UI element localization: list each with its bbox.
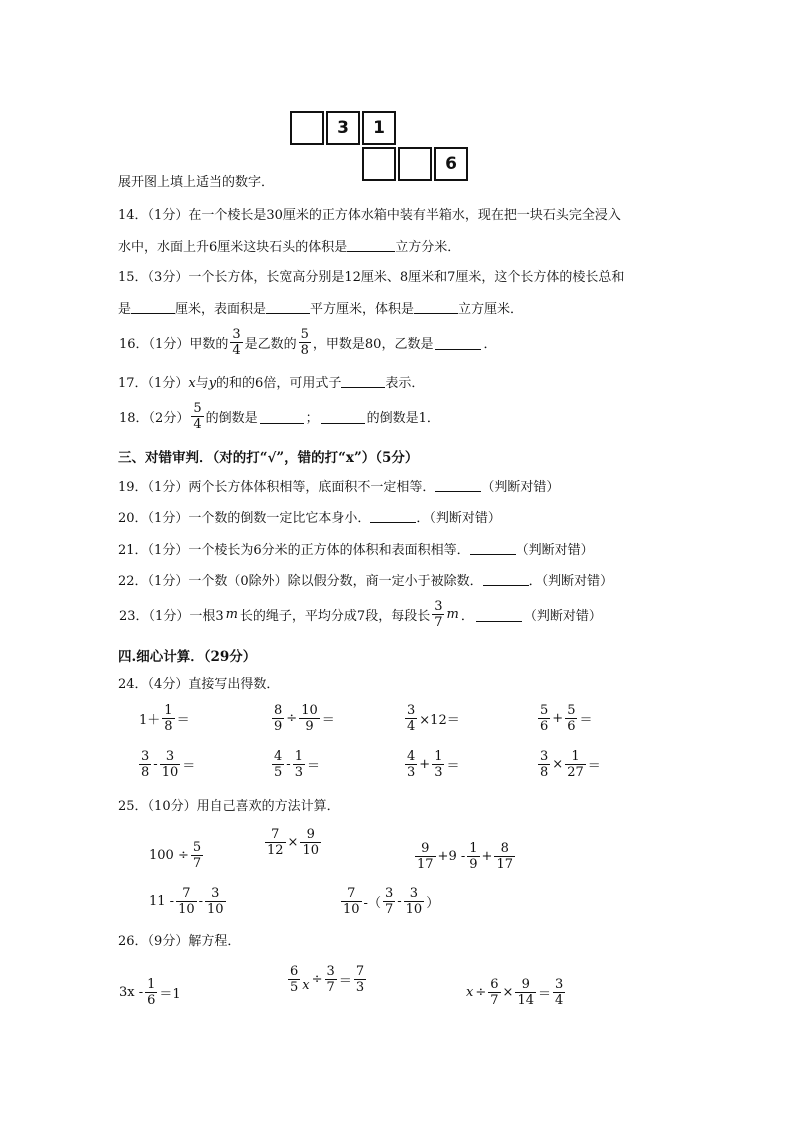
q15-text-d: 立方厘米． bbox=[458, 302, 524, 317]
fraction bbox=[494, 841, 515, 872]
math-token: 7 bbox=[490, 993, 499, 1008]
math-token: 5 bbox=[290, 980, 299, 995]
math-token: 3 bbox=[404, 886, 425, 902]
math-token: 3 bbox=[232, 327, 241, 342]
fraction bbox=[265, 827, 286, 858]
math-token: 9 bbox=[515, 977, 536, 993]
q23-answer-blank[interactable] bbox=[476, 608, 522, 622]
q25-expr-2 bbox=[264, 827, 322, 858]
math-token: 5 bbox=[193, 401, 202, 416]
q18-text-c: ； bbox=[305, 411, 319, 426]
q20-text-a: 20．（1分）一个数的倒数一定比它本身小． bbox=[118, 511, 371, 526]
math-token: 3 bbox=[160, 749, 181, 765]
math-token: 8 bbox=[141, 765, 150, 780]
math-token: 7 bbox=[326, 980, 335, 995]
math-token: ＝1 bbox=[159, 987, 181, 1002]
q22-text-b: ．（判断对错） bbox=[528, 574, 614, 589]
fraction bbox=[538, 749, 550, 780]
q24-expr-1 bbox=[138, 703, 191, 734]
q19-line bbox=[118, 478, 559, 497]
math-token: 8 bbox=[274, 703, 283, 718]
q16-line bbox=[118, 327, 497, 358]
math-token: 10 bbox=[301, 703, 318, 718]
math-token: 3 bbox=[540, 749, 549, 764]
fraction bbox=[205, 886, 226, 917]
math-token: 4 bbox=[274, 749, 283, 764]
q24-expr-8 bbox=[537, 749, 602, 780]
math-token: 6 bbox=[290, 964, 299, 979]
math-token: 11 - bbox=[149, 894, 175, 909]
q26-expr-3 bbox=[465, 977, 566, 1008]
q15-text-b: 厘米，表面积是 bbox=[175, 302, 267, 317]
q17-text-a: 17．（1分） bbox=[118, 376, 189, 391]
net-cell-6: 6 bbox=[434, 147, 468, 181]
fraction bbox=[404, 886, 425, 917]
math-token: 1 bbox=[469, 841, 478, 856]
q18-line bbox=[118, 401, 441, 432]
math-token: 5 bbox=[300, 327, 309, 342]
math-token: ＝ bbox=[579, 713, 593, 728]
q25-expr-3 bbox=[414, 841, 516, 872]
math-token: - bbox=[286, 757, 291, 772]
math-token: ＝ bbox=[182, 759, 196, 774]
math-token: 4 bbox=[407, 749, 416, 764]
math-token: ） bbox=[426, 896, 440, 911]
fraction bbox=[405, 703, 417, 734]
q20-line bbox=[118, 509, 501, 528]
fraction bbox=[467, 841, 479, 872]
math-token: 4 bbox=[193, 417, 202, 432]
math-token: x bbox=[466, 985, 474, 1000]
math-token: × bbox=[502, 985, 514, 1000]
math-token: 9 bbox=[469, 857, 478, 872]
q14-text-a: 水中，水面上升6厘米这块石头的体积是 bbox=[118, 240, 348, 255]
q16-fraction-1 bbox=[230, 327, 242, 358]
q22-answer-blank[interactable] bbox=[483, 572, 529, 586]
q15-blank-2[interactable] bbox=[266, 300, 310, 314]
q24-expr-7 bbox=[404, 749, 460, 780]
fraction bbox=[299, 703, 320, 734]
math-token: +9 - bbox=[437, 849, 466, 864]
q17-text-d: 表示． bbox=[385, 376, 425, 391]
math-token: 4 bbox=[555, 993, 564, 1008]
net-cell-1 bbox=[290, 111, 324, 145]
math-token: 1 bbox=[147, 977, 156, 992]
net-cell-4 bbox=[362, 147, 396, 181]
fraction bbox=[300, 827, 321, 858]
math-token: ＝ bbox=[587, 759, 601, 774]
q23-line bbox=[118, 599, 603, 630]
q16-text-a: 16．（1分）甲数的 bbox=[119, 337, 229, 352]
net-cell-3: 1 bbox=[362, 111, 396, 145]
math-token: 10 bbox=[343, 902, 360, 917]
math-token: 5 bbox=[192, 840, 202, 855]
math-token: 10 bbox=[405, 902, 423, 917]
q14-answer-blank[interactable] bbox=[347, 238, 395, 252]
math-token: 8 bbox=[300, 343, 309, 358]
math-token: 4 bbox=[407, 719, 416, 734]
fraction bbox=[405, 749, 417, 780]
fraction bbox=[415, 841, 436, 872]
q16-fraction-2 bbox=[299, 327, 311, 358]
math-token: 7 bbox=[384, 902, 394, 917]
q19-text-a: 19．（1分）两个长方体体积相等，底面积不一定相等． bbox=[118, 480, 436, 495]
q23-text-d: （判断对错） bbox=[523, 609, 602, 624]
q19-text-b: （判断对错） bbox=[481, 480, 560, 495]
math-token: ＝ bbox=[321, 713, 335, 728]
math-token: 3 bbox=[434, 765, 443, 780]
math-token: 3 bbox=[355, 980, 365, 995]
q16-text-b: 是乙数的 bbox=[244, 337, 297, 352]
math-token: 3 bbox=[294, 765, 303, 780]
q23-unit-2: m bbox=[446, 607, 459, 622]
math-token: + bbox=[552, 711, 564, 726]
fraction bbox=[272, 749, 284, 780]
math-token: 3 bbox=[434, 599, 443, 614]
fraction bbox=[565, 749, 586, 780]
math-token: ÷ bbox=[311, 972, 323, 987]
fraction bbox=[191, 840, 203, 871]
math-token: 7 bbox=[176, 886, 197, 902]
math-token: 100 ÷ bbox=[149, 848, 189, 863]
math-token: 10 bbox=[207, 902, 224, 917]
math-token: -（ bbox=[363, 896, 381, 911]
math-token: 7 bbox=[192, 856, 202, 871]
q14-text-b: 立方分米． bbox=[395, 240, 461, 255]
q21-text-b: （判断对错） bbox=[515, 543, 594, 558]
q17-text-c: 的和的6倍，可用式子 bbox=[216, 376, 342, 391]
math-token: 7 bbox=[434, 615, 443, 630]
math-token: ×12＝ bbox=[419, 713, 460, 728]
q18-text-b: 的倒数是 bbox=[205, 411, 258, 426]
q17-var-y: y bbox=[208, 376, 217, 391]
math-token: 6 bbox=[490, 977, 499, 992]
q15-blank-1[interactable] bbox=[131, 300, 175, 314]
fraction bbox=[288, 964, 300, 995]
q25-title: 25．（10分）用自己喜欢的方法计算． bbox=[118, 799, 340, 814]
math-token: 3 bbox=[205, 886, 226, 902]
fraction bbox=[538, 703, 550, 734]
math-token: 7 bbox=[355, 964, 365, 979]
math-token: 12 bbox=[267, 843, 284, 858]
q24-title: 24．（4分）直接写出得数． bbox=[118, 677, 280, 692]
math-token: - bbox=[397, 894, 402, 909]
math-token: 5 bbox=[567, 703, 576, 718]
math-token: 10 bbox=[161, 765, 179, 780]
math-token: 1＋ bbox=[139, 713, 161, 728]
q24-expr-3 bbox=[404, 703, 461, 734]
q18-text-d: 的倒数是1． bbox=[366, 411, 440, 426]
q17-var-x: x bbox=[188, 376, 196, 391]
math-token: ＝ bbox=[176, 713, 190, 728]
math-token: x bbox=[302, 978, 310, 993]
math-token: 3 bbox=[141, 749, 150, 764]
q17-line bbox=[118, 374, 424, 393]
math-token: 1 bbox=[294, 749, 303, 764]
math-token: × bbox=[287, 835, 299, 850]
q17-answer-blank[interactable] bbox=[341, 374, 385, 388]
math-token: 6 bbox=[147, 993, 156, 1008]
math-token: 9 bbox=[274, 719, 283, 734]
math-token: 3 bbox=[407, 703, 416, 718]
fraction bbox=[293, 749, 305, 780]
math-token: 6 bbox=[540, 719, 549, 734]
q16-text-d: ． bbox=[483, 337, 497, 352]
math-token: 9 bbox=[415, 841, 436, 857]
q26-expr-1 bbox=[118, 977, 182, 1008]
math-token: 3 bbox=[326, 964, 335, 979]
q14-line1: 14．（1分）在一个棱长是30厘米的正方体水箱中装有半箱水，现在把一块石头完全浸入 bbox=[118, 208, 621, 223]
math-token: ÷ bbox=[475, 985, 487, 1000]
q18-fraction bbox=[191, 401, 203, 432]
math-token: 10 bbox=[302, 843, 319, 858]
math-token: ＝ bbox=[338, 974, 352, 989]
math-token: 9 bbox=[305, 719, 314, 734]
fraction bbox=[139, 749, 151, 780]
q15-line1: 15．（3分）一个长方体，长宽高分别是12厘米、8厘米和7厘米，这个长方体的棱长总和 bbox=[118, 270, 625, 285]
q18-text-a: 18．（2分） bbox=[119, 411, 190, 426]
q24-expr-5 bbox=[138, 749, 196, 780]
math-token: - bbox=[198, 894, 204, 909]
fraction bbox=[432, 749, 444, 780]
math-token: ÷ bbox=[286, 711, 298, 726]
q18-blank-1[interactable] bbox=[260, 410, 304, 424]
math-token: 3 bbox=[555, 977, 564, 992]
q21-text-a: 21．（1分）一个棱长为6分米的正方体的体积和表面积相等． bbox=[118, 543, 470, 558]
math-token: 3x - bbox=[119, 985, 144, 1000]
q16-text-c: ，甲数是80，乙数是 bbox=[312, 337, 434, 352]
math-token: 8 bbox=[164, 719, 173, 734]
q15-line2 bbox=[118, 300, 523, 319]
math-token: 8 bbox=[540, 765, 549, 780]
q22-text-a: 22．（1分）一个数（0除外）除以假分数，商一定小于被除数． bbox=[118, 574, 483, 589]
net-cell-2: 3 bbox=[326, 111, 360, 145]
q20-text-b: ．（判断对错） bbox=[416, 511, 501, 526]
net-cell-5 bbox=[398, 147, 432, 181]
math-token: - bbox=[153, 757, 158, 772]
math-token: 1 bbox=[434, 749, 443, 764]
math-token: 10 bbox=[178, 902, 195, 917]
q15-text-a: 是 bbox=[118, 302, 132, 317]
math-token: 1 bbox=[164, 703, 173, 718]
math-token: 3 bbox=[407, 765, 416, 780]
fraction bbox=[341, 886, 362, 917]
q23-text-b: 长的绳子，平均分成7段，每段长 bbox=[239, 609, 431, 624]
math-token: + bbox=[481, 849, 493, 864]
q26-expr-2 bbox=[287, 964, 367, 995]
fraction bbox=[160, 749, 181, 780]
math-token: × bbox=[552, 757, 564, 772]
math-token: ＝ bbox=[446, 759, 460, 774]
math-token: 9 bbox=[300, 827, 321, 843]
q18-blank-2[interactable] bbox=[321, 410, 365, 424]
math-token: 6 bbox=[567, 719, 576, 734]
q20-answer-blank[interactable] bbox=[370, 509, 416, 523]
q13-text: 展开图上填上适当的数字． bbox=[118, 175, 275, 190]
q23-text-c: ． bbox=[460, 609, 474, 624]
q24-expr-6 bbox=[271, 749, 321, 780]
math-token: 27 bbox=[567, 765, 584, 780]
math-token: + bbox=[419, 757, 431, 772]
fraction bbox=[162, 703, 174, 734]
fraction bbox=[272, 703, 284, 734]
math-token: 5 bbox=[274, 765, 283, 780]
math-token: 1 bbox=[565, 749, 586, 765]
fraction bbox=[383, 886, 395, 917]
math-token: 8 bbox=[494, 841, 515, 857]
q21-answer-blank[interactable] bbox=[470, 541, 516, 555]
q16-answer-blank[interactable] bbox=[435, 336, 481, 350]
q19-answer-blank[interactable] bbox=[435, 478, 481, 492]
math-token: 17 bbox=[417, 857, 434, 872]
fraction bbox=[515, 977, 536, 1008]
math-token: 7 bbox=[265, 827, 286, 843]
fraction bbox=[354, 964, 366, 995]
fraction bbox=[565, 703, 577, 734]
fraction bbox=[145, 977, 157, 1008]
fraction bbox=[553, 977, 565, 1008]
q17-text-b: 与 bbox=[195, 376, 209, 391]
math-token: 14 bbox=[517, 993, 534, 1008]
q23-fraction bbox=[432, 599, 444, 630]
math-token: ＝ bbox=[306, 759, 320, 774]
q23-text-a: 23．（1分）一根3 bbox=[119, 609, 224, 624]
math-token: 4 bbox=[232, 343, 241, 358]
q21-line bbox=[118, 541, 594, 560]
q25-expr-1 bbox=[148, 840, 204, 871]
q26-title: 26．（9分）解方程． bbox=[118, 934, 241, 949]
fraction bbox=[176, 886, 197, 917]
section-3-heading: 三、对错审判．（对的打“√”，错的打“x”）（5分） bbox=[118, 450, 419, 466]
math-token: 17 bbox=[496, 857, 513, 872]
math-token: ＝ bbox=[537, 987, 551, 1002]
q24-expr-2 bbox=[271, 703, 336, 734]
math-token: 3 bbox=[384, 886, 394, 901]
q25-expr-4 bbox=[148, 886, 227, 917]
q23-unit-1: m bbox=[225, 607, 238, 622]
q25-expr-5 bbox=[340, 886, 440, 917]
q22-line bbox=[118, 572, 613, 591]
fraction bbox=[325, 964, 337, 995]
q15-text-c: 平方厘米，体积是 bbox=[310, 302, 415, 317]
math-token: 7 bbox=[341, 886, 362, 902]
fraction bbox=[488, 977, 500, 1008]
math-token: 5 bbox=[540, 703, 549, 718]
q15-blank-3[interactable] bbox=[414, 300, 458, 314]
q14-line2 bbox=[118, 238, 460, 257]
section-4-heading: 四.细心计算．（29分） bbox=[118, 649, 257, 665]
q24-expr-4 bbox=[537, 703, 593, 734]
